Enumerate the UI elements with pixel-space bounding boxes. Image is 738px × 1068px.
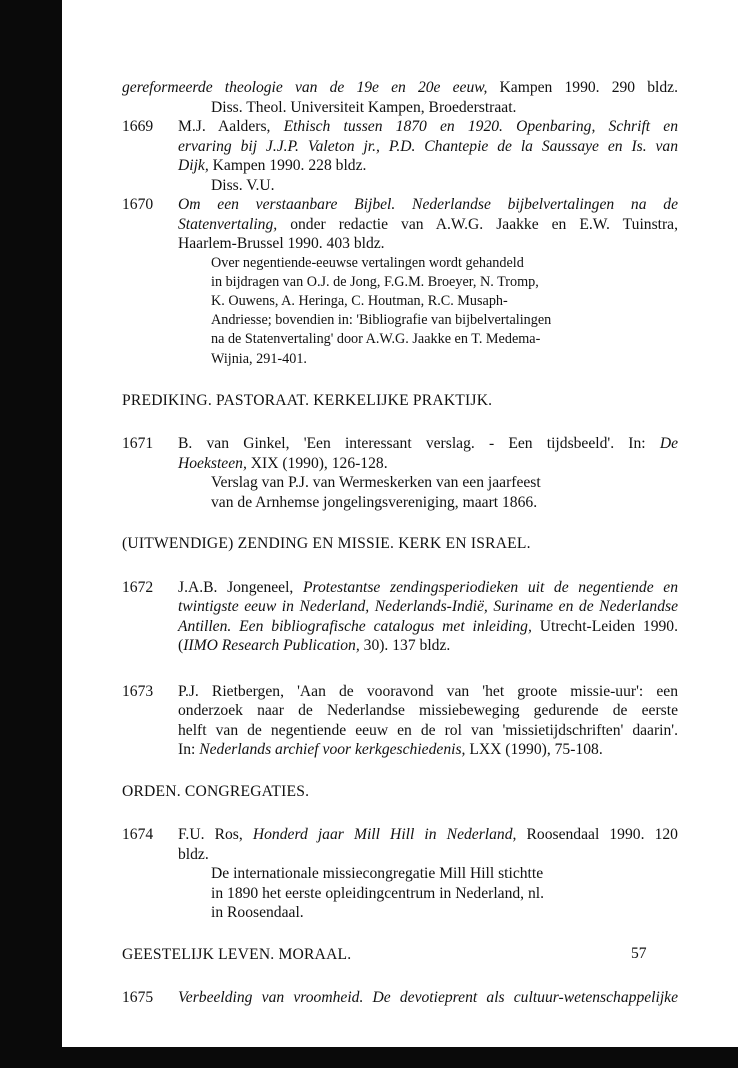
entry-note: in Roosendaal. xyxy=(211,904,304,922)
entry-note: van de Arnhemse jongelingsvereniging, maart 1866. xyxy=(211,493,538,511)
bibliography-entry-1673: 1673 P.J. Rietbergen, 'Aan de vooravond van 'het groote missie-uur': een onderzoek naar de Nederlandse missiebeweging gedurende de eerste helft van de negentiende eeuw en de rol van 'missietijdschriften' daarin'. In: Nederlands archief voor kerkgeschiedenis, LXX (1990), 75-108. xyxy=(122,682,678,759)
entry-number: 1670 xyxy=(122,196,154,213)
entry-number: 1671 xyxy=(122,435,154,453)
page-number: 57 xyxy=(631,945,647,962)
entry-note: Verslag van P.J. van Wermeskerken van een jaarfeest xyxy=(211,474,541,492)
continuation-note: Diss. Theol. Universiteit Kampen, Broederstraat. xyxy=(211,98,517,116)
entry-note: Diss. V.U. xyxy=(211,176,275,194)
entry-note: De internationale missiecongregatie Mill Hill stichtte xyxy=(211,865,544,883)
entry-abstract: Over negentiende-eeuwse vertalingen wordt gehandeld in bijdragen van O.J. de Jong, F.G.M. Broeyer, N. Tromp, K. Ouwens, A. Heringa, C. Houtman, R.C. Musaph- Andriesse; bovendien in: 'Bibliografie van bijbelvertalingen na de Statenvertaling' door A.W.G. Jaakke en T. Medema- Wijnia, 291-401. xyxy=(211,254,552,367)
scan-left-border xyxy=(0,0,62,1068)
continuation-line-1: gereformeerde theologie van de 19e en 20e eeuw, Kampen 1990. 290 bldz. xyxy=(122,79,678,96)
section-heading-zending: (UITWENDIGE) ZENDING EN MISSIE. KERK EN ISRAEL. xyxy=(122,535,531,553)
entry-number: 1672 xyxy=(122,578,154,596)
entry-note: in 1890 het eerste opleidingcentrum in Nederland, nl. xyxy=(211,884,545,902)
bibliography-entry-1672: 1672 J.A.B. Jongeneel, Protestantse zendingsperiodieken uit de negentiende en twintigste eeuw in Nederland, Nederlands-Indië, Suriname en de Nederlandse Antillen. Een bibliografische catalogus met inleiding, Utrecht-Leiden 1990. (IIMO Research Publication, 30). 137 bldz. xyxy=(122,578,678,655)
section-heading-prediking: PREDIKING. PASTORAAT. KERKELIJKE PRAKTIJK. xyxy=(122,391,493,409)
bibliography-entry-1674: 1674 F.U. Ros, Honderd jaar Mill Hill in Nederland, Roosendaal 1990. 120 bldz. De internationale missiecongregatie Mill Hill stichtte in 1890 het eerste opleidingcentrum in Nederland, nl. in Roosendaal. xyxy=(122,826,678,922)
bibliography-entry-1669: 1669 M.J. Aalders, Ethisch tussen 1870 en 1920. Openbaring, Schrift en ervaring bij J.J.P. Valeton jr., P.D. Chantepie de la Saussaye en Is. van Dijk, Kampen 1990. 228 bldz. Diss. V.U. xyxy=(122,118,678,194)
section-heading-orden: ORDEN. CONGREGATIES. xyxy=(122,782,310,800)
bibliography-entry-1675: 1675 Verbeelding van vroomheid. De devotieprent als cultuur-wetenschappelijke xyxy=(122,989,678,1007)
section-heading-geestelijk: GEESTELIJK LEVEN. MORAAL. xyxy=(122,945,352,963)
entry-number: 1674 xyxy=(122,826,154,844)
bibliography-entry-1670: 1670 Om een verstaanbare Bijbel. Nederlandse bijbelvertalingen na de Statenvertaling, onder redactie van A.W.G. Jaakke en E.W. Tuinstra, Haarlem-Brussel 1990. 403 bldz. Over negentiende-eeuwse vertalingen wordt gehandeld in bijdragen van O.J. de Jong, F.G.M. Broeyer, N. Tromp, K. Ouwens, A. Heringa, C. Houtman, R.C. Musaph- Andriesse; bovendien in: 'Bibliografie van bijbelvertalingen na de Statenvertaling' door A.W.G. Jaakke en T. Medema- Wijnia, 291-401. xyxy=(122,195,678,369)
scan-bottom-border xyxy=(0,1047,738,1068)
entry-number: 1675 xyxy=(122,989,154,1007)
entry-number: 1673 xyxy=(122,682,154,700)
entry-number: 1669 xyxy=(122,118,154,135)
document-page xyxy=(122,78,678,1008)
bibliography-entry-1671: 1671 B. van Ginkel, 'Een interessant verslag. - Een tijdsbeeld'. In: De Hoeksteen, XIX (1990), 126-128. Verslag van P.J. van Wermeskerken van een jaarfeest van de Arnhemse jongelingsvereniging, maart 1866. xyxy=(122,435,678,511)
